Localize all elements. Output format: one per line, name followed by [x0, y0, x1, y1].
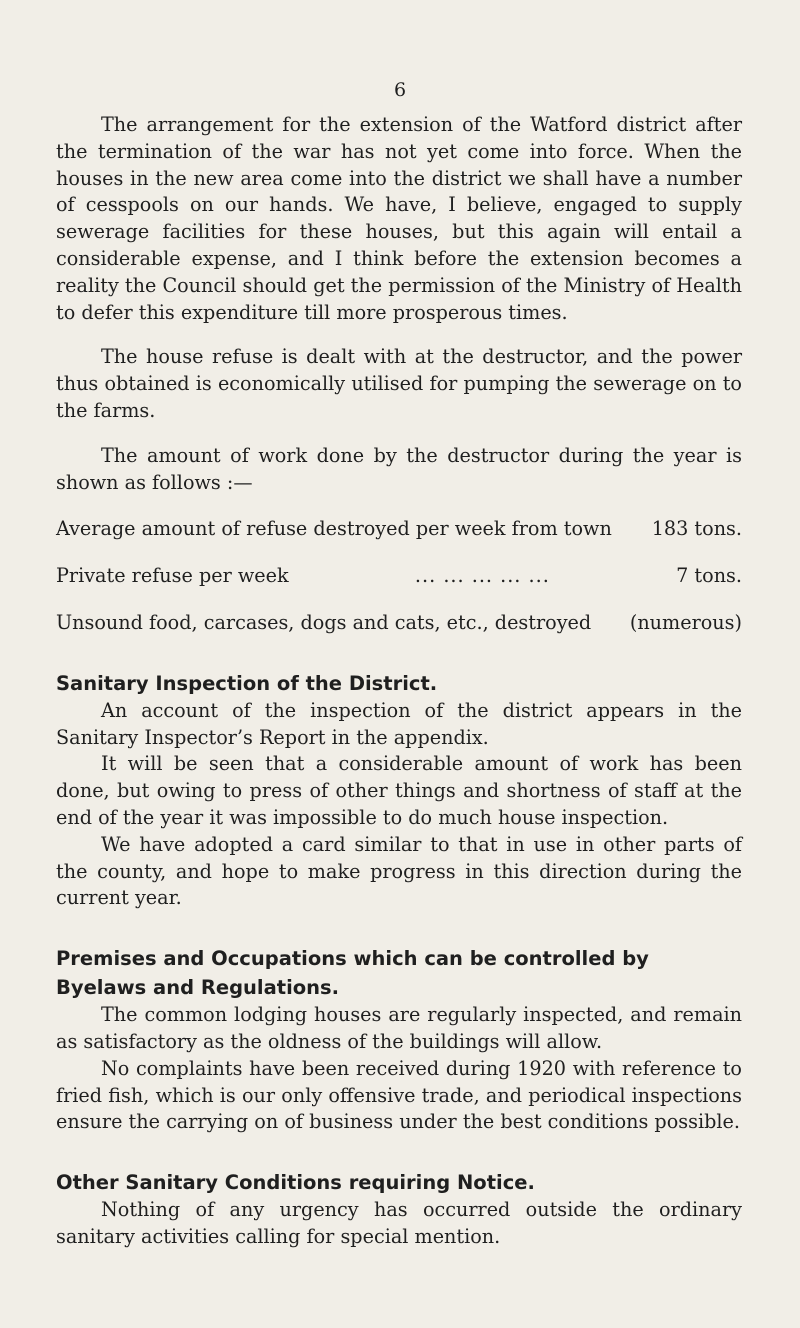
paragraph-destructor-work: The amount of work done by the destructor during the year is shown as follows :—	[56, 443, 742, 494]
heading-sanitary-inspection: Sanitary Inspection of the District.	[56, 671, 438, 695]
table-row-private-refuse	[56, 563, 742, 590]
table-row-average-refuse	[56, 516, 742, 543]
row-value: 183 tons.	[651, 517, 742, 541]
paragraph-fried-fish: No complaints have been received during 1920 with reference to fried fish, which is our only offensive trade, and periodical inspections ensure the carrying on of business under the best conditions possible.	[56, 1056, 742, 1134]
row-label: Average amount of refuse destroyed per week from town	[56, 517, 612, 541]
heading-other-sanitary: Other Sanitary Conditions requiring Notice.	[56, 1171, 535, 1195]
row-value: 7 tons.	[676, 564, 742, 588]
page-body	[56, 112, 742, 1251]
paragraph-no-urgency: Nothing of any urgency has occurred outside the ordinary sanitary activities calling for special mention.	[56, 1198, 742, 1248]
row-leader-dots: ... ... ... ... ...	[414, 564, 550, 588]
paragraph-lodging-houses: The common lodging houses are regularly inspected, and remain as satisfactory as the oldness of the buildings will allow.	[56, 1003, 742, 1053]
page-number: 6	[393, 79, 407, 101]
table-row-unsound-food	[56, 610, 742, 637]
paragraph-card-adopted: We have adopted a card similar to that in use in other parts of the county, and hope to make progress in this direction during the current year.	[56, 832, 742, 910]
paragraph-inspector-report: An account of the inspection of the district appears in the Sanitary Inspector’s Report in the appendix.	[56, 698, 742, 749]
paragraph-house-refuse: The house refuse is dealt with at the destructor, and the power thus obtained is economically utilised for pumping the sewerage on to the farms.	[56, 345, 742, 422]
heading-premises-occupations: Premises and Occupations which can be controlled by Byelaws and Regulations.	[56, 947, 649, 1000]
paragraph-extension: The arrangement for the extension of the Watford district after the termination of the war has not yet come into force. When the houses in the new area come into the district we shall have a number of cesspools on our hands. We have, I believe, engaged to supply sewerage facilities for these houses, but this again will entail a considerable expense, and I think before the extension becomes a reality the Council should get the permission of the Ministry of Health to defer this expenditure till more prosperous times.	[56, 113, 742, 324]
row-label: Private refuse per week	[56, 564, 289, 588]
row-value: (numerous)	[629, 610, 742, 634]
paragraph-work-done: It will be seen that a considerable amount of work has been done, but owing to press of other things and shortness of staff at the end of the year it was impossible to do much house inspection.	[56, 752, 742, 829]
row-label: Unsound food, carcases, dogs and cats, etc., destroyed	[56, 610, 592, 634]
